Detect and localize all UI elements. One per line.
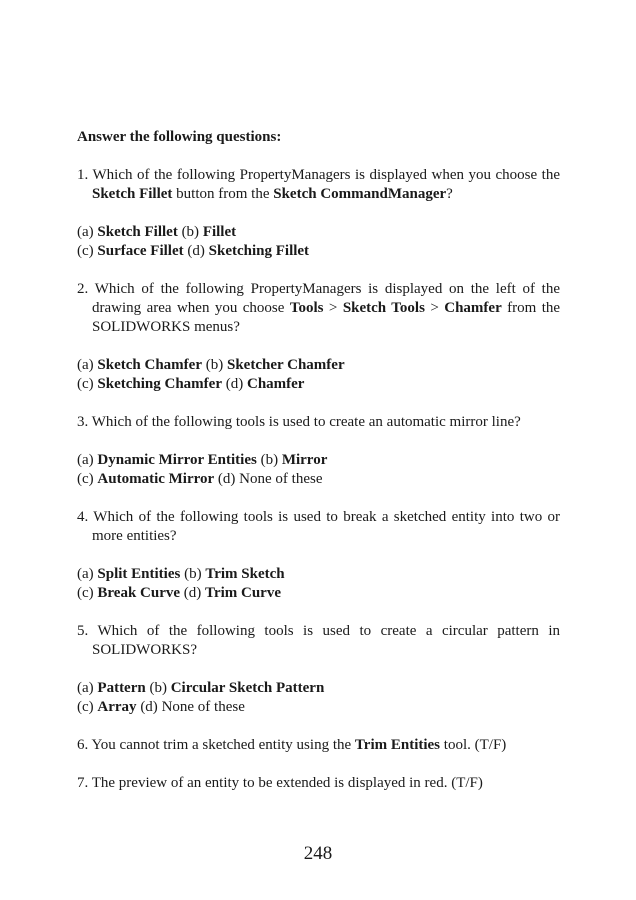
option-label: (c) <box>77 471 94 487</box>
option-b: Fillet <box>202 224 237 240</box>
option-label: (c) <box>77 243 94 259</box>
option-line <box>77 451 560 470</box>
option-line <box>77 679 560 698</box>
question-number: 4. <box>77 509 89 525</box>
option-c: Automatic Mirror <box>97 471 215 487</box>
option-label: (d) <box>187 243 205 259</box>
question-text: Which of the following tools is used to create a circular pattern in SOLIDWORKS? <box>92 623 560 658</box>
question-text: button from the <box>176 186 270 202</box>
option-line <box>77 375 560 394</box>
question-text: ? <box>446 186 453 202</box>
question-number: 6. <box>77 737 89 753</box>
question-term: Tools <box>289 300 324 316</box>
question-number: 1. <box>77 167 89 183</box>
option-a: Split Entities <box>97 566 181 582</box>
question-number: 2. <box>77 281 89 297</box>
question-text: You cannot trim a sketched entity using the <box>91 737 352 753</box>
option-b: Mirror <box>281 452 328 468</box>
option-label: (a) <box>77 452 94 468</box>
option-line <box>77 584 560 603</box>
option-c: Sketching Chamfer <box>97 376 222 392</box>
option-label: (c) <box>77 699 94 715</box>
question-term: Sketch CommandManager <box>273 186 447 202</box>
option-label: (d) <box>140 699 158 715</box>
option-a: Dynamic Mirror Entities <box>97 452 257 468</box>
menu-separator: > <box>430 300 439 316</box>
question-text: Which of the following tools is used to break a sketched entity into two or more entities? <box>92 509 560 544</box>
option-b: Trim Sketch <box>205 566 285 582</box>
option-line <box>77 470 560 489</box>
option-line <box>77 242 560 261</box>
option-c: Array <box>97 699 137 715</box>
question-term: Sketch Fillet <box>92 186 173 202</box>
option-d: Trim Curve <box>205 585 281 601</box>
option-label: (a) <box>77 224 94 240</box>
question-2-options <box>77 356 560 394</box>
questions-section <box>77 128 560 812</box>
option-label: (a) <box>77 357 94 373</box>
option-a: Sketch Fillet <box>97 224 178 240</box>
question-text: Which of the following PropertyManagers is displayed when you choose the <box>92 167 560 183</box>
question-term: Trim Entities <box>354 737 441 753</box>
question-text: Which of the following PropertyManagers is displayed on the left of the drawing area when you choose <box>92 281 560 316</box>
question-term: Chamfer <box>444 300 502 316</box>
option-label: (b) <box>260 452 279 468</box>
question-2 <box>77 280 560 337</box>
option-c: Break Curve <box>97 585 181 601</box>
option-d: None of these <box>239 471 323 487</box>
option-d: Sketching Fillet <box>208 243 310 259</box>
question-text: from the SOLIDWORKS menus? <box>92 300 561 335</box>
question-1-options <box>77 223 560 261</box>
question-4-options <box>77 565 560 603</box>
option-label: (a) <box>77 566 94 582</box>
option-line <box>77 223 560 242</box>
question-number: 5. <box>77 623 89 639</box>
option-d: Chamfer <box>246 376 305 392</box>
option-b: Sketcher Chamfer <box>226 357 345 373</box>
question-1 <box>77 166 560 204</box>
option-label: (d) <box>225 376 244 392</box>
question-4 <box>77 508 560 546</box>
option-label: (b) <box>184 566 202 582</box>
option-a: Pattern <box>97 680 146 696</box>
option-label: (b) <box>181 224 200 240</box>
question-7 <box>77 774 560 793</box>
menu-separator: > <box>328 300 338 316</box>
option-line <box>77 565 560 584</box>
option-label: (c) <box>77 376 94 392</box>
page-number: 248 <box>303 843 333 864</box>
option-label: (b) <box>149 680 167 696</box>
section-heading: Answer the following questions: <box>77 129 282 145</box>
option-line <box>77 698 560 717</box>
option-d: None of these <box>161 699 245 715</box>
option-a: Sketch Chamfer <box>97 357 202 373</box>
question-5 <box>77 622 560 660</box>
option-label: (b) <box>205 357 224 373</box>
question-3-options <box>77 451 560 489</box>
question-5-options <box>77 679 560 717</box>
option-label: (d) <box>217 471 236 487</box>
question-6 <box>77 736 560 755</box>
question-text: tool. (T/F) <box>443 737 507 753</box>
option-b: Circular Sketch Pattern <box>170 680 325 696</box>
option-label: (d) <box>183 585 202 601</box>
question-text: The preview of an entity to be extended is displayed in red. (T/F) <box>91 775 483 791</box>
question-text: Which of the following tools is used to create an automatic mirror line? <box>91 414 521 430</box>
question-number: 3. <box>77 414 89 430</box>
option-label: (a) <box>77 680 94 696</box>
question-term: Sketch Tools <box>342 300 425 316</box>
option-label: (c) <box>77 585 94 601</box>
option-c: Surface Fillet <box>97 243 184 259</box>
option-line <box>77 356 560 375</box>
question-3 <box>77 413 560 432</box>
question-number: 7. <box>77 775 89 791</box>
